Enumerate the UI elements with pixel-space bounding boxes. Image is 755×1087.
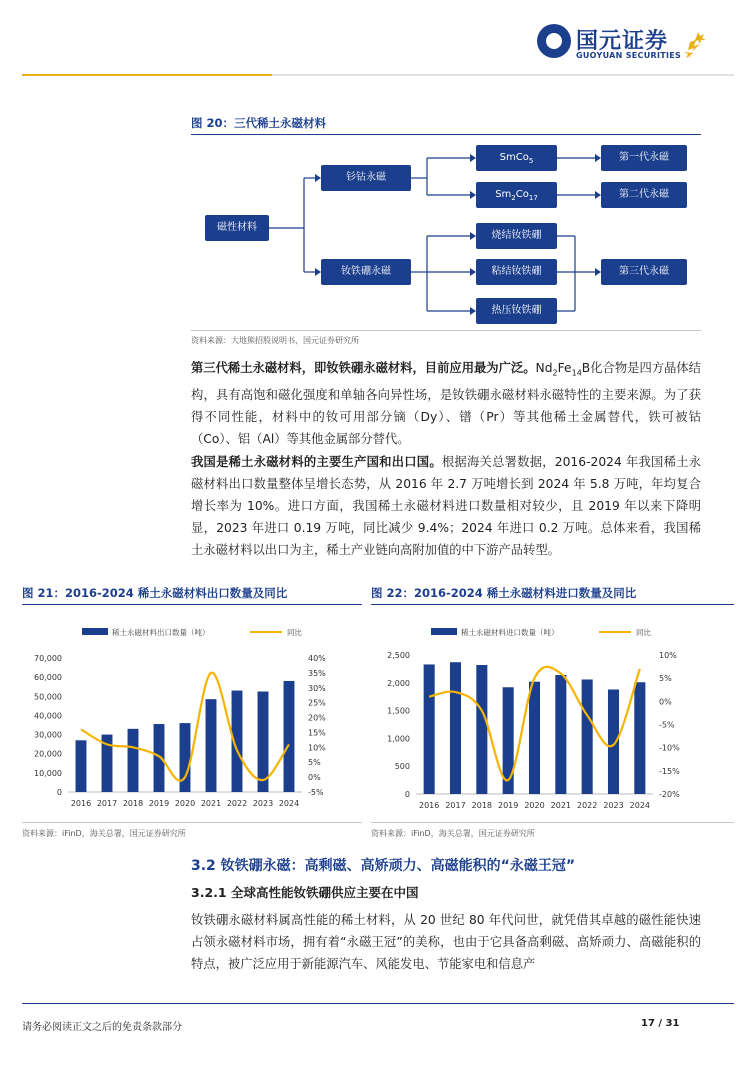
- y-right-tick-label: 10%: [659, 651, 677, 660]
- logo-text: 国元证券: [576, 29, 669, 54]
- bar-2018: [476, 665, 487, 794]
- node-smco5: SmCo$_5$: [476, 145, 557, 171]
- node-second-generation: 第二代永磁: [601, 182, 687, 208]
- export-chart: [22, 615, 352, 815]
- header-rule-accent: [22, 74, 272, 76]
- y-left-tick-label: 0: [404, 790, 410, 799]
- x-tick-label: 2021: [550, 801, 572, 810]
- y-right-tick-label: -20%: [659, 790, 680, 799]
- y-left-tick-label: 50,000: [34, 692, 62, 702]
- paragraph-third-generation: 第三代稀土永磁材料，即钕铁硼永磁材料，目前应用最为广泛。$Nd_2Fe_{14}B$化合物是四方晶体结构，具有高饱和磁化强度和单轴各向异性场，是钕铁硼永磁材料永磁特性的主要来源。为了获得不同性能，材料中的钕可用部分镝（Dy）、镨（Pr）等其他稀土金属替代，铁可被钴（Co）、铝（Al）等其他金属部分替代。: [191, 361, 701, 447]
- x-tick-label: 2018: [122, 799, 144, 808]
- bar-2018: [128, 729, 139, 792]
- x-tick-label: 2020: [524, 801, 545, 810]
- y-right-tick-label: -5%: [659, 720, 675, 730]
- node-third-generation: 第三代永磁: [601, 259, 687, 285]
- bar-2022: [582, 679, 593, 794]
- y-right-tick-label: -10%: [659, 743, 680, 753]
- y-right-tick-label: 10%: [308, 743, 326, 753]
- x-tick-label: 2017: [96, 799, 118, 808]
- paragraph-ndfeb-intro: 钕铁硼永磁材料属高性能的稀土材料，从 20 世纪 80 年代问世，就凭借其卓越的磁性能快速占领永磁材料市场，拥有着“永磁王冠”的美称，也由于它具备高剩磁、高矫顽力、高磁能积的特点，被广泛应用于新能源汽车、风能发电、节能家电和信息产: [191, 913, 701, 971]
- bar-2019: [154, 724, 165, 792]
- paragraph-lead: 我国是稀土永磁材料的主要生产国和出口国。: [191, 455, 442, 469]
- figure20-bottom-rule: [191, 330, 701, 331]
- figure21-source: 资料来源：iFinD，海关总署，国元证券研究所: [22, 829, 186, 838]
- x-tick-label: 2016: [70, 799, 92, 808]
- figure22-source: 资料来源：iFinD，海关总署，国元证券研究所: [371, 829, 535, 838]
- figure21-title: 图 21：2016-2024 稀土永磁材料出口数量及同比: [22, 586, 288, 600]
- figure22-top-rule: [371, 604, 734, 605]
- y-right-tick-label: 15%: [308, 728, 326, 738]
- y-left-tick-label: 2,000: [387, 678, 410, 688]
- bar-2020: [529, 682, 540, 794]
- logo-stars-icon: [682, 30, 708, 60]
- paragraph-lead: 第三代稀土永磁材料，即钕铁硼永磁材料，目前应用最为广泛。: [191, 361, 536, 375]
- y-right-tick-label: 35%: [308, 668, 326, 678]
- x-tick-label: 2024: [278, 799, 300, 808]
- node-sm2co17: $Sm_2Co_{17}$: [476, 182, 557, 208]
- y-right-tick-label: 30%: [308, 683, 326, 693]
- legend-bar-swatch: [82, 628, 108, 635]
- bar-2023: [608, 689, 619, 794]
- footer-rule: [22, 1003, 734, 1004]
- y-left-tick-label: 1,500: [387, 706, 410, 716]
- footer-disclaimer: 请务必阅读正文之后的免责条款部分: [22, 1022, 182, 1033]
- y-left-tick-label: 40,000: [34, 711, 62, 721]
- bar-2016: [76, 740, 87, 792]
- figure20-top-rule: [191, 134, 701, 135]
- y-right-tick-label: 5%: [308, 758, 321, 768]
- x-tick-label: 2021: [200, 799, 222, 808]
- y-right-tick-label: -5%: [308, 788, 324, 797]
- node-bonded-ndfeb: 粘结钕铁硼: [476, 259, 557, 285]
- x-tick-label: 2019: [497, 801, 519, 810]
- logo-subtext: GUOYUAN SECURITIES: [576, 51, 682, 60]
- legend-bar-label: 稀土永磁材料出口数量（吨）: [112, 628, 210, 637]
- y-left-tick-label: 70,000: [34, 654, 62, 663]
- y-left-tick-label: 20,000: [34, 749, 62, 759]
- y-right-tick-label: 0%: [659, 697, 672, 707]
- x-tick-label: 2023: [603, 801, 624, 810]
- y-right-tick-label: 5%: [659, 674, 672, 684]
- paragraph-export-import: 我国是稀土永磁材料的主要生产国和出口国。根据海关总署数据，2016-2024 年我国稀土永磁材料出口数量整体呈增长态势，从 2016 年 2.7 万吨增长到 2024 年 5.8 万吨，年均复合增长率为 10%。进口方面，我国稀土永磁材料进口数量相对较少，且 2019 年以来下降明显，2023 年进口 0.19 万吨，同比减少 9.4%；2024 年进口 0.2 万吨。总体来看，我国稀土永磁材料以出口为主，稀土产业链向高附加值的中下游产品转型。: [191, 455, 701, 557]
- logo-circle-icon: [537, 24, 571, 58]
- node-first-generation: 第一代永磁: [601, 145, 687, 171]
- x-tick-label: 2024: [629, 801, 651, 810]
- y-left-tick-label: 500: [394, 762, 410, 772]
- y-left-tick-label: 10,000: [34, 768, 62, 778]
- y-right-tick-label: 25%: [308, 698, 326, 708]
- x-tick-label: 2022: [226, 799, 248, 808]
- node-hotpressed-ndfeb: 热压钕铁硼: [476, 298, 557, 324]
- x-tick-label: 2019: [148, 799, 170, 808]
- legend-bar-label: 稀土永磁材料进口数量（吨）: [461, 628, 559, 637]
- figure20-source: 资料来源：大地熊招股说明书，国元证券研究所: [191, 336, 359, 345]
- y-left-tick-label: 1,000: [387, 734, 410, 744]
- figure20-title: 图 20：三代稀土永磁材料: [191, 116, 327, 130]
- y-left-tick-label: 60,000: [34, 673, 62, 683]
- figure22-title: 图 22：2016-2024 稀土永磁材料进口数量及同比: [371, 586, 637, 600]
- node-sintered-ndfeb: 烧结钕铁硼: [476, 223, 557, 249]
- x-tick-label: 2017: [445, 801, 466, 810]
- figure22-bottom-rule: [371, 822, 734, 823]
- bar-2021: [206, 699, 217, 792]
- y-left-tick-label: 0: [56, 788, 62, 797]
- bar-2017: [450, 662, 461, 794]
- bar-2016: [424, 664, 435, 794]
- y-right-tick-label: 40%: [308, 654, 326, 663]
- x-tick-label: 2023: [252, 799, 274, 808]
- x-tick-label: 2016: [418, 801, 440, 810]
- node-magnetic-materials: 磁性材料: [205, 215, 269, 241]
- bar-2021: [555, 675, 566, 794]
- y-left-tick-label: 2,500: [387, 651, 410, 660]
- x-tick-label: 2020: [174, 799, 196, 808]
- y-right-tick-label: 20%: [308, 713, 326, 723]
- x-tick-label: 2018: [471, 801, 493, 810]
- subsection-title: 3.2.1 全球高性能钕铁硼供应主要在中国: [191, 885, 419, 900]
- page-number: 17 / 31: [641, 1018, 680, 1029]
- figure21-top-rule: [22, 604, 362, 605]
- bar-2024: [634, 682, 645, 794]
- legend-line-label: 同比: [287, 628, 302, 637]
- y-right-tick-label: -15%: [659, 766, 680, 776]
- import-chart: [371, 615, 734, 815]
- legend-bar-swatch: [431, 628, 457, 635]
- y-right-tick-label: 0%: [308, 773, 321, 783]
- y-left-tick-label: 30,000: [34, 730, 62, 740]
- section-title: 3.2 钕铁硼永磁：高剩磁、高矫顽力、高磁能积的“永磁王冠”: [191, 858, 576, 874]
- bar-2024: [284, 681, 295, 792]
- figure21-bottom-rule: [22, 822, 362, 823]
- node-ndfeb-magnet: 钕铁硼永磁: [321, 259, 411, 285]
- node-smco-magnet: 钐钴永磁: [321, 165, 411, 191]
- legend-line-label: 同比: [636, 628, 651, 637]
- x-tick-label: 2022: [576, 801, 598, 810]
